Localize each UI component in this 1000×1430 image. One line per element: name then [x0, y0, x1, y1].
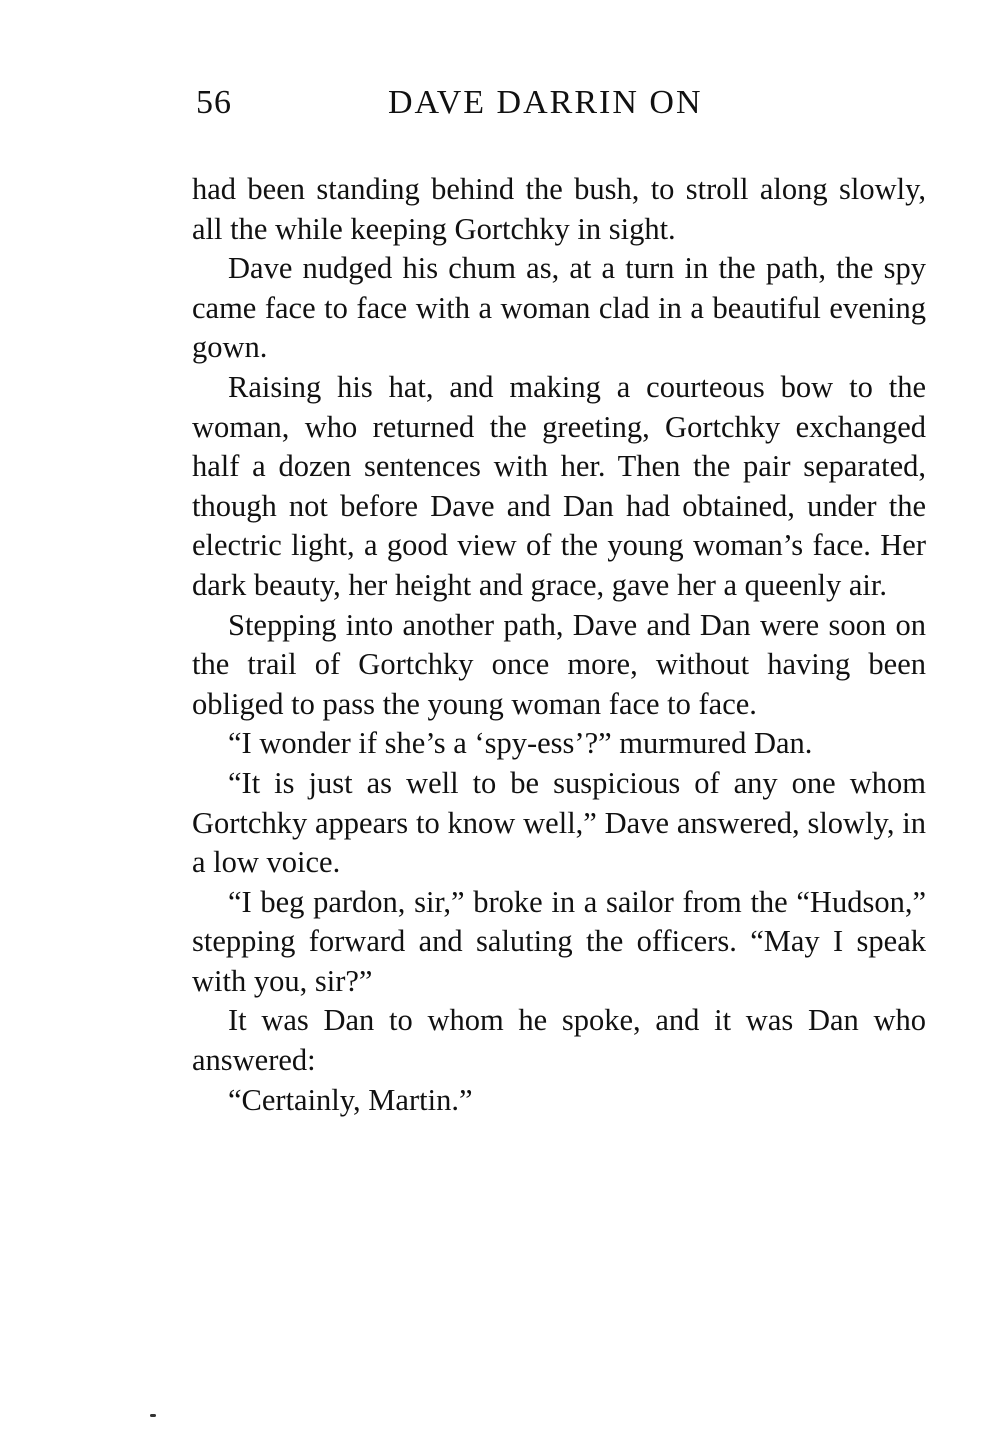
paragraph: Raising his hat, and making a courteous bow to the woman, who returned the greeting, Gortchky exchanged half a dozen sentences with her. Then the pair separated, though not before Dave and Dan had obtained, under the electric light, a good view of the young woman’s face. Her dark beauty, her height and grace, gave her a queenly air.	[192, 369, 926, 602]
running-title: DAVE DARRIN ON	[388, 84, 703, 121]
paragraph: “I beg pardon, sir,” broke in a sailor from the “Hudson,” stepping forward and saluting the officers. “May I speak with you, sir?”	[192, 884, 926, 998]
paragraph: had been standing behind the bush, to stroll along slowly, all the while keeping Gortchky in sight.	[192, 172, 926, 246]
paragraph: Dave nudged his chum as, at a turn in the path, the spy came face to face with a woman clad in a beautiful evening gown.	[192, 251, 926, 365]
paragraph: “I wonder if she’s a ‘spy-ess’?” murmured Dan.	[228, 726, 813, 761]
paragraph: “Certainly, Martin.”	[228, 1082, 473, 1117]
paragraph: Stepping into another path, Dave and Dan were soon on the trail of Gortchky once more, without having been obliged to pass the young woman face to face.	[192, 607, 926, 721]
body-text	[192, 170, 926, 1120]
page-header	[196, 84, 932, 128]
page-number: 56	[196, 84, 232, 121]
paragraph: “It is just as well to be suspicious of any one whom Gortchky appears to know well,” Dave answered, slowly, in a low voice.	[192, 765, 926, 880]
paragraph: It was Dan to whom he spoke, and it was Dan who answered:	[192, 1003, 926, 1078]
scan-speck	[150, 1414, 156, 1417]
